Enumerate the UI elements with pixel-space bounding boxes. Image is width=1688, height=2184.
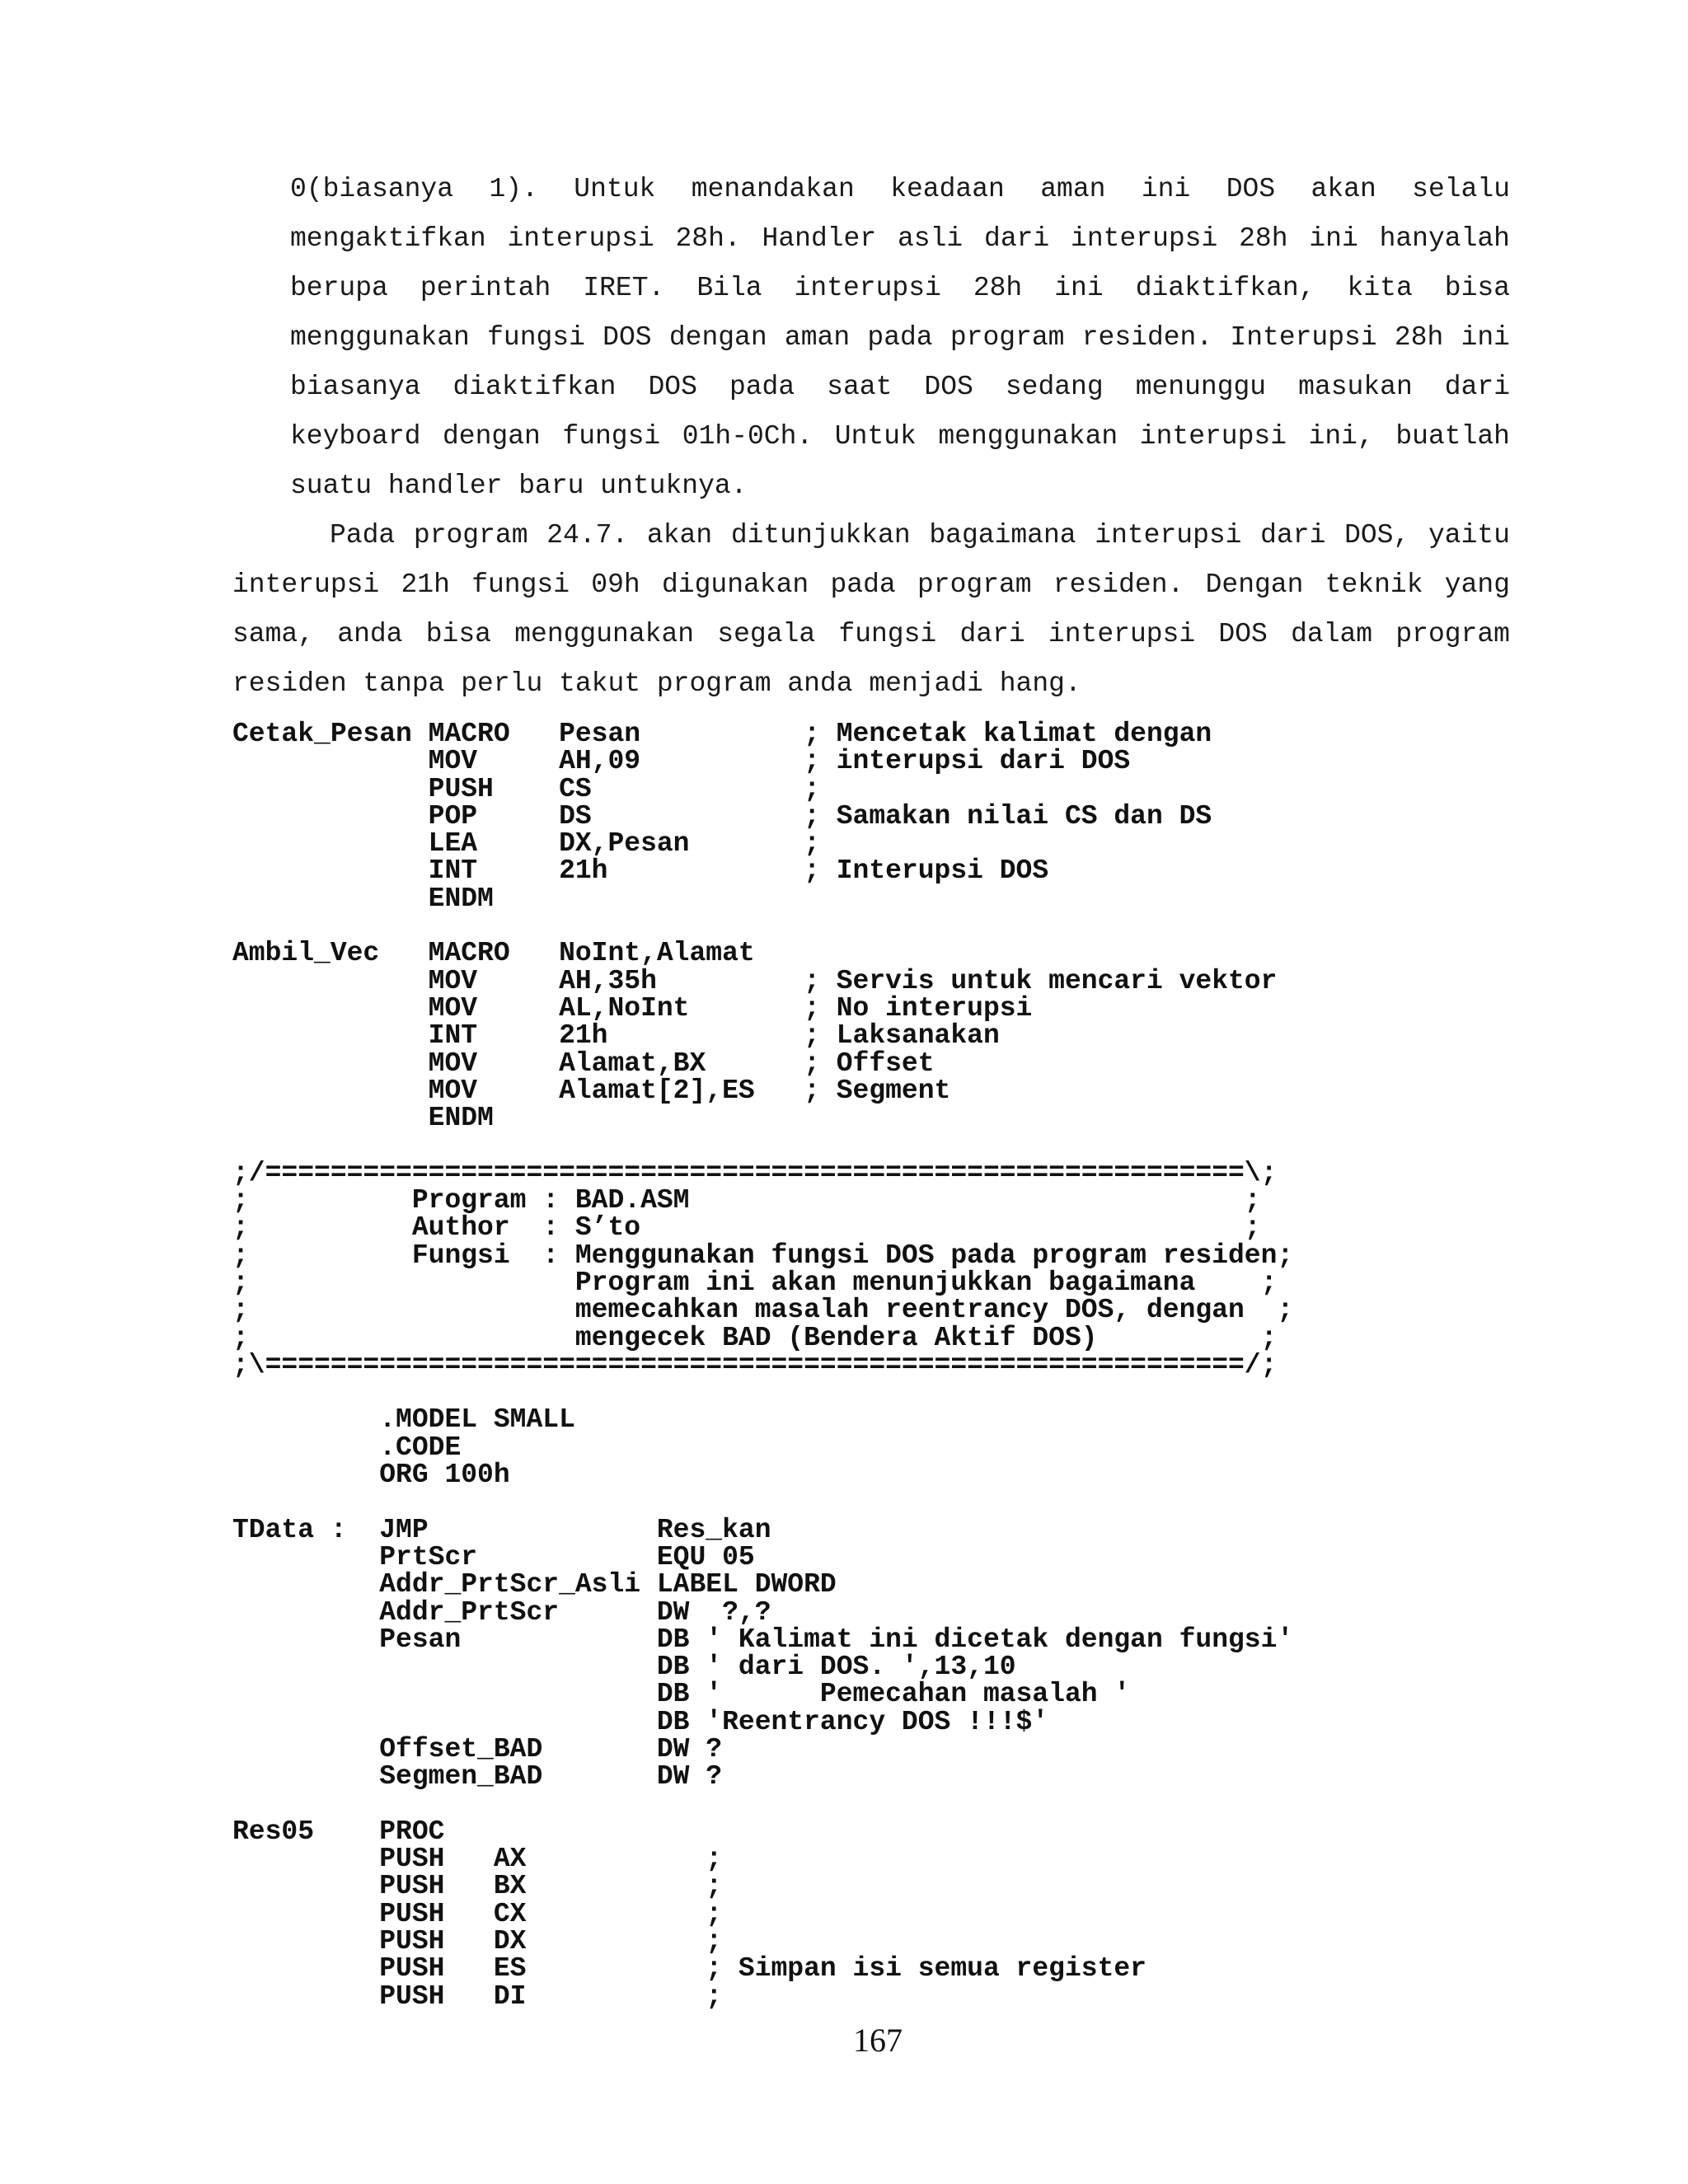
code-line: ENDM <box>232 883 494 914</box>
code-line <box>232 1132 1293 1159</box>
code-listing <box>232 720 1293 2010</box>
code-line: PUSH DX ; <box>232 1926 723 1957</box>
paragraph-2 <box>232 511 1510 709</box>
code-line: PUSH BX ; <box>232 1871 723 1902</box>
code-line <box>232 1379 1293 1406</box>
code-line: .MODEL SMALL <box>232 1404 575 1436</box>
code-line: ; Program : BAD.ASM ; <box>232 1185 1261 1216</box>
code-line: .CODE <box>232 1432 462 1463</box>
paragraph-line: berupa perintah IRET. Bila interupsi 28h ini diaktifkan, kita bisa <box>290 273 1510 303</box>
code-line: MOV AH,35h ; Servis untuk mencari vektor <box>232 965 1278 996</box>
code-line: Segmen_BAD DW ? <box>232 1761 723 1793</box>
code-line: LEA DX,Pesan ; <box>232 828 820 860</box>
code-line: MOV AL,NoInt ; No interupsi <box>232 992 1033 1024</box>
paragraph-line: sama, anda bisa menggunakan segala fungsi dari interupsi DOS dalam program <box>232 619 1510 649</box>
paragraph-1 <box>290 165 1510 511</box>
code-line: PUSH CX ; <box>232 1898 723 1929</box>
code-line: POP DS ; Samakan nilai CS dan DS <box>232 800 1212 832</box>
code-line: DB ' dari DOS. ',13,10 <box>232 1652 1016 1683</box>
code-line: Addr_PrtScr_Asli LABEL DWORD <box>232 1569 837 1601</box>
code-line: TData : JMP Res_kan <box>232 1514 771 1545</box>
code-line: ; Program ini akan menunjukkan bagaimana ; <box>232 1267 1278 1298</box>
code-line: ; mengecek BAD (Bendera Aktif DOS) ; <box>232 1322 1278 1353</box>
paragraph-line: 0(biasanya 1). Untuk menandakan keadaan aman ini DOS akan selalu <box>290 174 1510 204</box>
code-line: MOV Alamat,BX ; Offset <box>232 1047 935 1079</box>
paragraph-line: residen tanpa perlu takut program anda menjadi hang. <box>232 668 1081 699</box>
page-number: 167 <box>853 2022 903 2059</box>
paragraph-line: mengaktifkan interupsi 28h. Handler asli dari interupsi 28h ini hanyalah <box>290 223 1510 254</box>
code-line <box>232 1488 1293 1516</box>
code-line: DB 'Reentrancy DOS !!!$' <box>232 1706 1049 1737</box>
paragraph-line: biasanya diaktifkan DOS pada saat DOS sedang menunggu masukan dari <box>290 372 1510 402</box>
paragraph-line: keyboard dengan fungsi 01h-0Ch. Untuk menggunakan interupsi ini, buatlah <box>290 421 1510 452</box>
code-line: Offset_BAD DW ? <box>232 1733 723 1765</box>
code-line: ; Author : S’to ; <box>232 1212 1261 1244</box>
code-line: ; Fungsi : Menggunakan fungsi DOS pada program residen; <box>232 1240 1294 1271</box>
paragraph-line: Pada program 24.7. akan ditunjukkan bagaimana interupsi dari DOS, yaitu <box>330 520 1510 551</box>
code-line: Cetak_Pesan MACRO Pesan ; Mencetak kalimat dengan <box>232 719 1212 749</box>
paragraph-line: menggunakan fungsi DOS dengan aman pada program residen. Interupsi 28h ini <box>290 322 1510 353</box>
code-line: ;\============================================================/; <box>232 1349 1278 1380</box>
code-line: PUSH DI ; <box>232 1980 723 2012</box>
code-line: Addr_PrtScr DW ?,? <box>232 1596 771 1628</box>
code-line: Pesan DB ' Kalimat ini dicetak dengan fungsi' <box>232 1624 1294 1655</box>
paragraph-line: interupsi 21h fungsi 09h digunakan pada program residen. Dengan teknik yang <box>232 569 1510 600</box>
code-line <box>232 1791 1293 1818</box>
code-line: Res05 PROC <box>232 1816 445 1847</box>
code-line: PrtScr EQU 05 <box>232 1541 755 1572</box>
code-line <box>232 912 1293 940</box>
code-line: ENDM <box>232 1103 494 1134</box>
code-line: PUSH ES ; Simpan isi semua register <box>232 1953 1146 1985</box>
code-line: MOV AH,09 ; interupsi dari DOS <box>232 746 1131 777</box>
code-line: ;/============================================================\; <box>232 1157 1278 1188</box>
code-line: Ambil_Vec MACRO NoInt,Alamat <box>232 938 755 969</box>
code-line: INT 21h ; Laksanakan <box>232 1020 1000 1052</box>
code-line: INT 21h ; Interupsi DOS <box>232 855 1049 887</box>
code-line: ORG 100h <box>232 1460 510 1491</box>
code-line: ; memecahkan masalah reentrancy DOS, dengan ; <box>232 1295 1294 1326</box>
code-line: PUSH CS ; <box>232 773 820 804</box>
code-line: DB ' Pemecahan masalah ' <box>232 1679 1131 1710</box>
code-line: PUSH AX ; <box>232 1844 723 1875</box>
paragraph-line: suatu handler baru untuknya. <box>290 471 748 501</box>
code-line: MOV Alamat[2],ES ; Segment <box>232 1075 951 1106</box>
